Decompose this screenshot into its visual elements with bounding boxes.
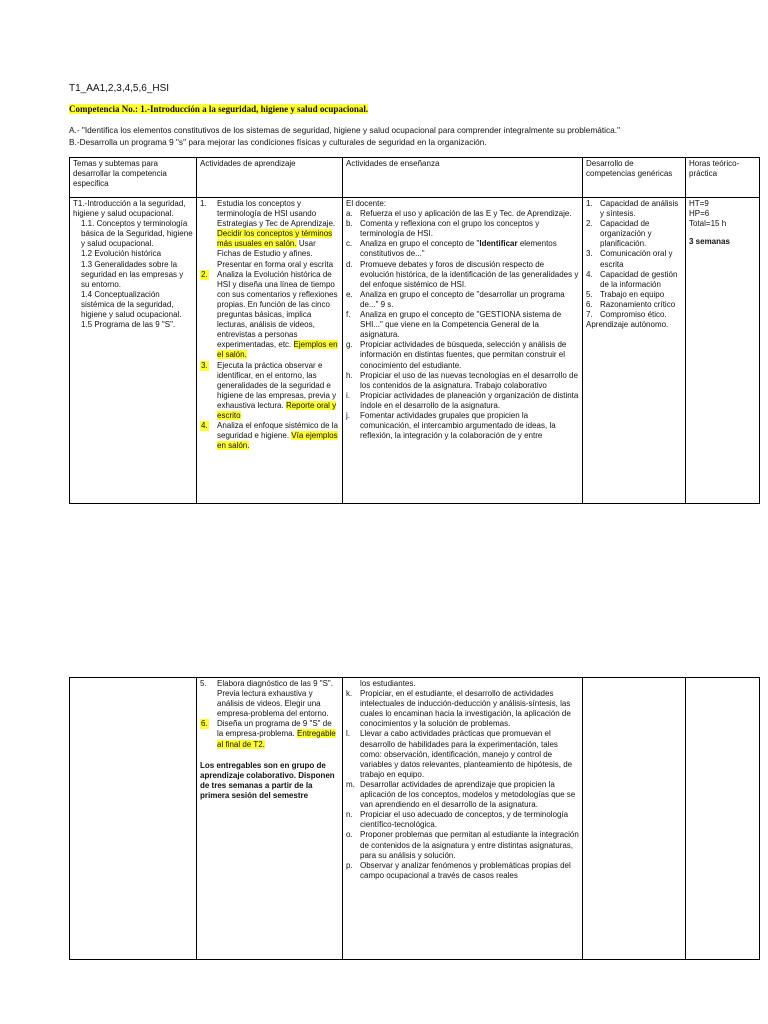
- tema-item: 1.4 Conceptualización sistémica de la seguridad, higiene y salud ocupacional.: [81, 289, 182, 320]
- aprendizaje-item-3: 3. Ejecuta la práctica observar e identificar, en el entorno, las generalidades de la seguridad e higiene de las empresas, previa y exhaustiva lectura. Reporte oral y escrito: [201, 360, 337, 420]
- ensenanza-item-e: e. Analiza en grupo el concepto de "desarrollar un programa de..." 9 s.: [346, 289, 565, 309]
- ensenanza-item-l: l. Llevar a cabo actividades prácticas que promuevan el desarrollo de habilidades para la experimentación, tales como: observación, identificación, manejo y control de variables y datos relevantes, planteamiento de hipótesis, de trabajo en equipo.: [346, 729, 573, 779]
- competence-table-page1: [69, 157, 760, 504]
- header-aprendizaje: Actividades de aprendizaje: [197, 158, 343, 198]
- table-row: [70, 198, 760, 504]
- ensenanza-item-i: i. Propiciar actividades de planeación y organización de distinta índole en el desarrollo de la asignatura.: [346, 390, 579, 410]
- tema-item: 1.2 Evolución histórica: [81, 249, 162, 259]
- header-horas: Horas teórico-práctica: [686, 158, 760, 198]
- temas-title: T1.-Introducción a la seguridad, higiene y salud ocupacional.: [73, 199, 186, 219]
- ensenanza-item-g: g. Propiciar actividades de búsqueda, selección y análisis de información en distintas fuentes, que permitan construir el conocimiento del estudiante.: [346, 340, 567, 370]
- aprendizaje-note: Los entregables son en grupo de aprendizaje colaborativo. Disponen de tres semanas a partir de la primera sesión del semestre: [200, 760, 335, 800]
- ensenanza-item-o: o. Proponer problemas que permitan al estudiante la integración de contenidos de la asignatura y entre distintas asignaturas, para su análisis y solución.: [346, 830, 579, 860]
- ensenanza-item-b: b. Comenta y reflexiona con el grupo los conceptos y terminología de HSI.: [346, 219, 540, 239]
- generica-item: 5. Trabajo en equipo: [586, 289, 665, 299]
- aprendizaje-item-5: 5. Elabora diagnóstico de las 9 "S". Previa lectura exhaustiva y análisis de videos. Elegir una empresa-problema del entorno.: [200, 679, 333, 719]
- header-genericas: Desarrollo de competencias genéricas: [583, 158, 686, 198]
- tema-item: 1.3 Generalidades sobre la seguridad en las empresas y su entorno.: [81, 259, 184, 289]
- competence-table-page2: [69, 677, 760, 960]
- table-row: [70, 678, 760, 960]
- objective-a: A.- "Identifica los elementos constitutivos de los sistemas de seguridad, higiene y salud ocupacional para comprender integralmente su problemática.": [69, 125, 621, 135]
- ensenanza-item-f: f. Analiza en grupo el concepto de "GESTIONA sistema de SHI..." que viene en la Competencia General de la asignatura.: [346, 310, 562, 340]
- generica-item: 3. Comunicación oral y escrita: [586, 249, 673, 269]
- generica-item: 4. Capacidad de gestión de la información: [586, 269, 678, 289]
- ensenanza-continued: los estudiantes.: [360, 679, 416, 688]
- generica-item: 2. Capacidad de organización y planificación.: [586, 219, 652, 249]
- aprendizaje-cell: [197, 198, 343, 504]
- tema-item: 1.1. Conceptos y terminología básica de la Seguridad, higiene y salud ocupacional.: [81, 219, 193, 249]
- aprendizaje-item-6: 6. Diseña un programa de 9 "S" de la empresa-problema. Entregable al final de T2.: [201, 719, 336, 749]
- ensenanza-intro: El docente:: [346, 199, 387, 208]
- aprendizaje-item-4: 4. Analiza el enfoque sistémico de la seguridad e higiene. Vía ejemplos en salón.: [201, 421, 338, 451]
- ensenanza-item-m: m. Desarrollar actividades de aprendizaje que propicien la aplicación de los conceptos, modelos y metodologías que se van aprendiendo en el desarrollo de la asignatura.: [346, 779, 576, 810]
- tema-item: 1.5 Programa de las 9 "S".: [81, 320, 176, 330]
- generica-item: 6. Razonamiento crítico: [586, 299, 676, 309]
- ensenanza-item-a: a. Refuerza el uso y aplicación de las E y Tec. de Aprendizaje.: [346, 209, 572, 219]
- genericas-cell: [583, 198, 686, 504]
- generica-tail: Aprendizaje autónomo.: [586, 320, 669, 330]
- generica-item: 7. Compromiso ético.: [586, 310, 667, 320]
- horas-cell-cont: [686, 678, 760, 960]
- ensenanza-item-h: h. Propiciar el uso de las nuevas tecnologías en el desarrollo de los contenidos de la asignatura. Trabajo colaborativo: [346, 370, 578, 390]
- ensenanza-cell-cont: [343, 678, 583, 960]
- temas-cell-cont: [70, 678, 197, 960]
- aprendizaje-item-2: 2. Analiza la Evolución histórica de HSI y diseña una línea de tiempo con sus comentarios y reflexiones propias. En función de las cinco preguntas básicas, implica lecturas, análisis de videos, entrevistas a personas experimentadas, etc. Ejemplos en el salón.: [201, 269, 338, 360]
- ensenanza-item-c: c. Analiza en grupo el concepto de "Identificar elementos constitutivos de...": [346, 239, 557, 259]
- document-code: T1_AA1,2,3,4,5,6_HSI: [69, 83, 170, 94]
- horas-ht: HT=9: [689, 199, 709, 208]
- generica-item: 1. Capacidad de análisis y síntesis.: [586, 199, 679, 219]
- horas-total: Total=15 h: [689, 219, 727, 229]
- objective-b: B.-Desarrolla un programa 9 "s" para mejorar las condiciones físicas y culturales de seguridad en la organización.: [69, 137, 487, 147]
- ensenanza-item-d: d. Promueve debates y foros de discusión respecto de evolución histórica, de la identificación de las generalidades y del enfoque sistémico de HSI.: [346, 259, 579, 289]
- header-temas: Temas y subtemas para desarrollar la competencia especifica: [70, 158, 197, 198]
- horas-hp: HP=6: [689, 209, 710, 219]
- ensenanza-item-n: n. Propiciar el uso adecuado de conceptos, y de terminología científico-tecnológica.: [346, 810, 569, 830]
- horas-semanas: 3 semanas: [689, 237, 730, 247]
- ensenanza-item-p: p. Observar y analizar fenómenos y problemáticas propias del campo ocupacional a través de casos reales: [346, 860, 571, 880]
- competence-title: Competencia No.: 1.-Introducción a la seguridad, higiene y salud ocupacional.: [69, 104, 369, 114]
- ensenanza-cell: [343, 198, 583, 504]
- ensenanza-item-j: j. Fomentar actividades grupales que propicien la comunicación, el intercambio argumentado de ideas, la reflexión, la integración y la colaboración de y entre: [346, 410, 556, 441]
- horas-cell: [686, 198, 760, 504]
- aprendizaje-item-1: 1. Estudia los conceptos y terminología de HSI usando Estrategias y Tec de Aprendizaje. Decidir los conceptos y términos más usuales en salón. Usar Fichas de Estudio y afines. Presentar en forma oral y escrita: [200, 199, 336, 269]
- ensenanza-item-k: k. Propiciar, en el estudiante, el desarrollo de actividades intelectuales de inducción-deducción y análisis-síntesis, las cuales lo encaminan hacia la investigación, la aplicación de conocimientos y la solución de problemas.: [346, 689, 571, 729]
- table-header-row: [70, 158, 760, 198]
- header-ensenanza: Actividades de enseñanza: [343, 158, 583, 198]
- temas-cell: [70, 198, 197, 504]
- genericas-cell-cont: [583, 678, 686, 960]
- aprendizaje-cell-cont: [197, 678, 343, 960]
